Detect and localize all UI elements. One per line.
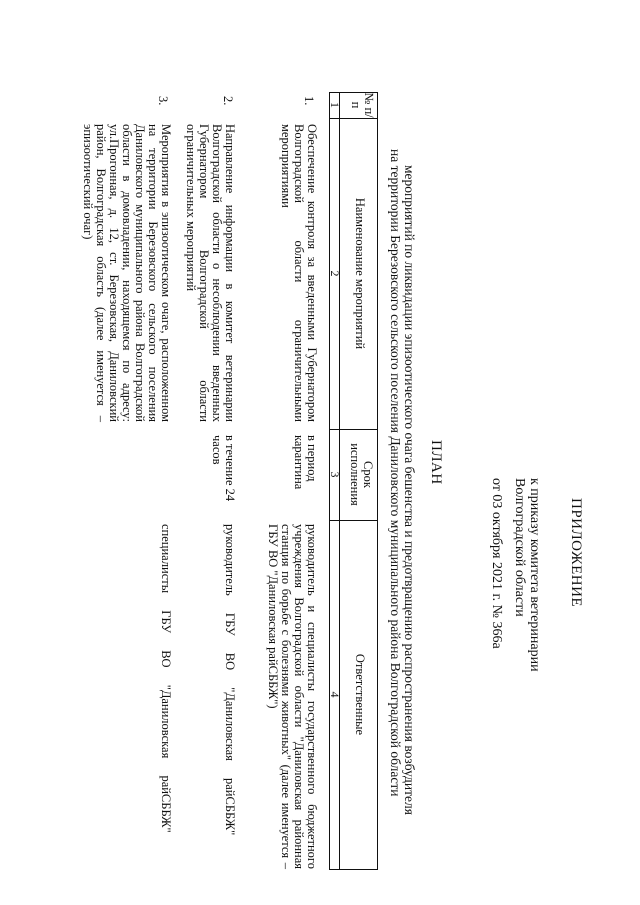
column-number-3: 3 — [328, 471, 342, 478]
row-3-number: 3. — [156, 96, 170, 106]
appendix-date-line: от 03 октября 2021 г. № 366а — [489, 478, 504, 649]
plan-title: ПЛАН — [428, 440, 444, 485]
row-1-responsible: руководитель и специалисты государственного бюджетного учреждения Волгоградской области "Даниловская районная станция по борьбе с болезнями животных" (далее именуется – ГБУ ВО "Даниловская райСББЖ") — [266, 524, 319, 869]
row-1-name: Обеспечение контроля за введенными Губернатором Волгоградской области ограничительными мероприятиями — [279, 124, 319, 422]
row-1-number: 1. — [302, 96, 316, 106]
plan-subtitle-line2: на территории Березовского сельского поселения Даниловского муниципального района Волгоградской области — [388, 149, 403, 797]
plan-subtitle-line1: мероприятий по ликвидации эпизоотического очага бешенства и предотвращению распространения возбудителя — [402, 165, 417, 815]
plan-table — [8, 92, 378, 870]
row-3-name: Мероприятия в эпизоотическом очаге, расположенном на территории Березовского сельского поселения Даниловского муниципального района Волгоградской области в домовладении, находящемся по адресу: ул.Прогонная, д. 12, ст. Березовская, Даниловский район, Волгоградская область (далее именуется – эпизоотический очаг) — [81, 124, 173, 422]
row-2-term: в течение 24 часов — [210, 435, 237, 502]
appendix-region-line: Волгоградской области — [512, 478, 527, 617]
row-2-responsible: руководитель ГБУ ВО "Даниловская райСББЖ" — [223, 524, 237, 836]
header-term: Срок исполнения — [348, 443, 375, 506]
column-number-1: 1 — [328, 102, 342, 108]
row-3-responsible: специалисты ГБУ ВО "Даниловская райСББЖ" — [159, 524, 173, 833]
row-2-name: Направление информации в комитет ветеринарии Волгоградской области о несоблюдении введенных Губернатором Волгоградской области ограничительных мероприятий — [184, 124, 237, 422]
row-1-term: в период карантина — [292, 435, 319, 490]
header-responsible: Ответственные — [353, 653, 367, 736]
appendix-order-line: к приказу комитета ветеринарии — [527, 478, 542, 672]
header-number: № п/п — [349, 92, 376, 118]
column-number-2: 2 — [328, 270, 342, 277]
column-number-4: 4 — [328, 691, 342, 698]
header-name: Наименование мероприятий — [353, 197, 367, 350]
row-2-number: 2. — [221, 96, 235, 106]
appendix-title: ПРИЛОЖЕНИЕ — [568, 498, 584, 608]
